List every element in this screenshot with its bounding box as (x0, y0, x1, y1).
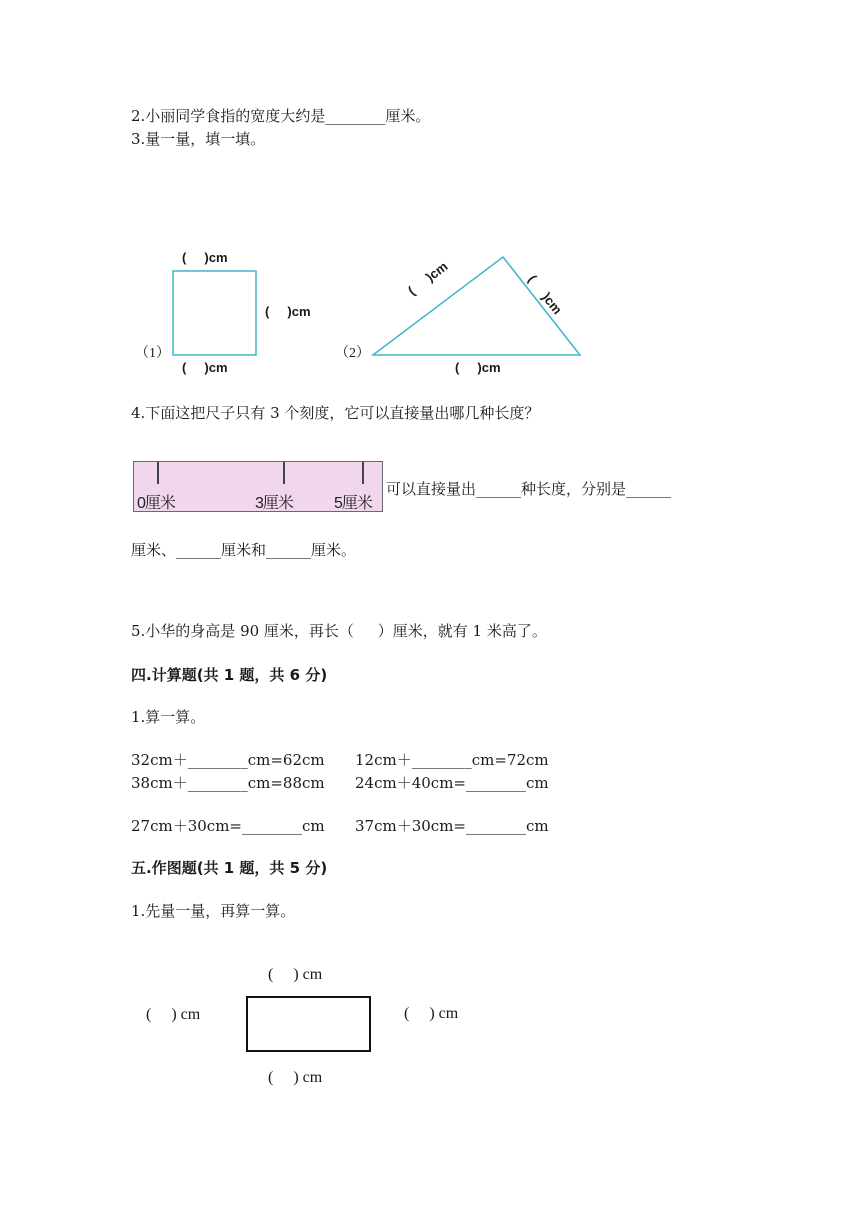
ruler-tick-5 (362, 462, 364, 484)
question-5: 5.小华的身高是 90 厘米，再长（ ）厘米，就有 1 米高了。 (131, 622, 547, 640)
section-5-heading: 五.作图题(共 1 题，共 5 分) (131, 859, 328, 877)
question-2: 2.小丽同学食指的宽度大约是________厘米。 (131, 107, 431, 125)
question-4: 4.下面这把尺子只有 3 个刻度，它可以直接量出哪几种长度？ (131, 404, 540, 422)
square-top-label: ( )cm (182, 250, 228, 265)
square-right-label: ( )cm (265, 304, 311, 319)
measure-rectangle (246, 996, 371, 1052)
draw-title: 1.先量一量，再算一算。 (131, 902, 296, 920)
triangle-bottom-label: ( )cm (455, 360, 501, 375)
section-4-heading: 四.计算题(共 1 题，共 6 分) (131, 666, 328, 684)
ruler (133, 461, 383, 512)
calc-item: 32cm＋________cm=62cm (131, 751, 325, 769)
rect-left-label: ( ) cm (146, 1006, 201, 1023)
question-4-answer-line-2: 厘米、______厘米和______厘米。 (131, 541, 357, 559)
triangle-left-label: ( )cm (405, 258, 451, 298)
rect-bottom-label: ( ) cm (268, 1069, 323, 1086)
measure-figures (0, 0, 860, 400)
square-bottom-label: ( )cm (182, 360, 228, 375)
figure-1-number: （1） (135, 346, 170, 361)
ruler-label-3: 3厘米 (255, 495, 293, 512)
question-4-answer-line-1: 可以直接量出______种长度，分别是______ (386, 480, 672, 498)
calc-item: 37cm＋30cm=________cm (355, 817, 549, 835)
calc-title: 1.算一算。 (131, 708, 206, 726)
ruler-tick-0 (157, 462, 159, 484)
figure-2-number: （2） (335, 346, 370, 361)
triangle-right-label: ( )cm (525, 272, 566, 318)
ruler-label-0: 0厘米 (137, 495, 175, 512)
calc-item: 12cm＋________cm=72cm (355, 751, 549, 769)
ruler-label-5: 5厘米 (334, 495, 372, 512)
square-shape (173, 271, 256, 355)
rect-top-label: ( ) cm (268, 966, 323, 983)
question-3: 3.量一量，填一填。 (131, 130, 266, 148)
calc-item: 24cm＋40cm=________cm (355, 774, 549, 792)
ruler-tick-3 (283, 462, 285, 484)
rect-right-label: ( ) cm (404, 1005, 459, 1022)
calc-item: 27cm＋30cm=________cm (131, 817, 325, 835)
calc-item: 38cm＋________cm=88cm (131, 774, 325, 792)
